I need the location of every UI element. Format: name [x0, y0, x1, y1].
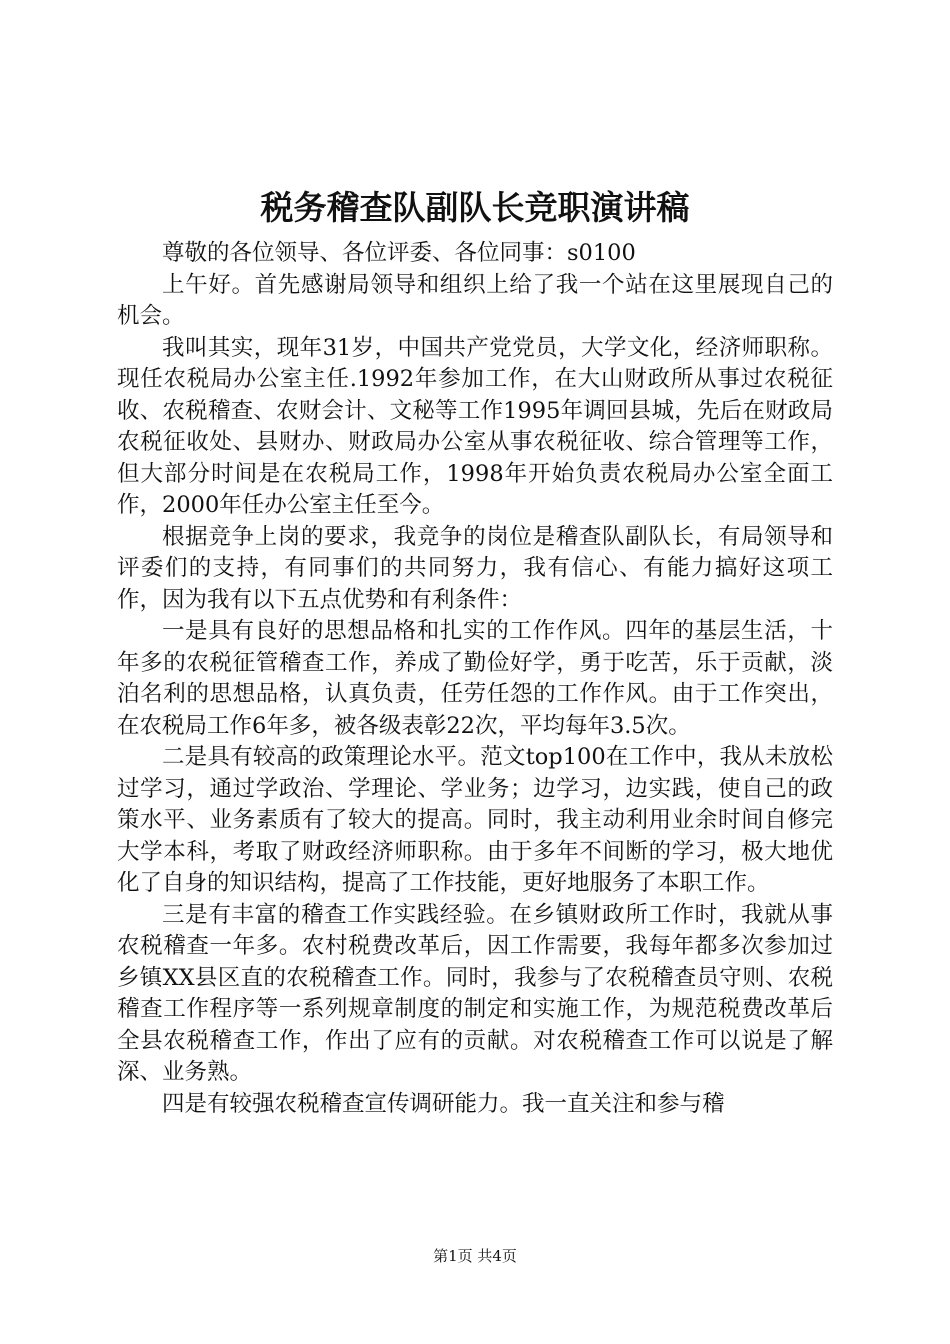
paragraph-point-four: 四是有较强农税稽查宣传调研能力。我一直关注和参与稽	[162, 1090, 725, 1117]
paragraph-point-two: 二是具有较高的政策理论水平。范文top100在工作中，我从未放松过学习，通过学政治、学理论、学业务；边学习，边实践，使自己的政策水平、业务素质有了较大的提高。同时，我主动利用业余时间自修完大学本科，考取了财政经济师职称。由于多年不间断的学习，极大地优化了自身的知识结构，提高了工作技能，更好地服务了本职工作。	[117, 744, 833, 896]
document-title: 税务稽查队副队长竞职演讲稿	[260, 188, 690, 227]
page-footer: 第1页 共4页	[433, 1247, 517, 1265]
paragraph-position: 根据竞争上岗的要求，我竞争的岗位是稽查队副队长，有局领导和评委们的支持，有同事们的共同努力，我有信心、有能力搞好这项工作，因为我有以下五点优势和有利条件：	[117, 523, 833, 613]
document-body	[117, 238, 833, 1120]
paragraph-salutation: 尊敬的各位领导、各位评委、各位同事：s0100	[162, 240, 636, 266]
paragraph-greeting: 上午好。首先感谢局领导和组织上给了我一个站在这里展现自己的机会。	[117, 271, 833, 329]
paragraph-point-one: 一是具有良好的思想品格和扎实的工作作风。四年的基层生活，十年多的农税征管稽查工作，养成了勤俭好学，勇于吃苦，乐于贡献，淡泊名利的思想品格，认真负责，任劳任怨的工作作风。由于工作突出，在农税局工作6年多，被各级表彰22次，平均每年3.5次。	[117, 618, 833, 739]
paragraph-point-three: 三是有丰富的稽查工作实践经验。在乡镇财政所工作时，我就从事农税稽查一年多。农村税费改革后，因工作需要，我每年都多次参加过乡镇XX县区直的农税稽查工作。同时，我参与了农税稽查员守则、农税稽查工作程序等一系列规章制度的制定和实施工作，为规范税费改革后全县农税稽查工作，作出了应有的贡献。对农税稽查工作可以说是了解深、业务熟。	[117, 901, 833, 1085]
paragraph-introduction: 我叫其实，现年31岁，中国共产党党员，大学文化，经济师职称。现任农税局办公室主任.1992年参加工作，在大山财政所从事过农税征收、农税稽查、农财会计、文秘等工作1995年调回县城，先后在财政局农税征收处、县财办、财政局办公室从事农税征收、综合管理等工作，但大部分时间是在农税局工作，1998年开始负责农税局办公室全面工作，2000年任办公室主任至今。	[117, 334, 833, 518]
